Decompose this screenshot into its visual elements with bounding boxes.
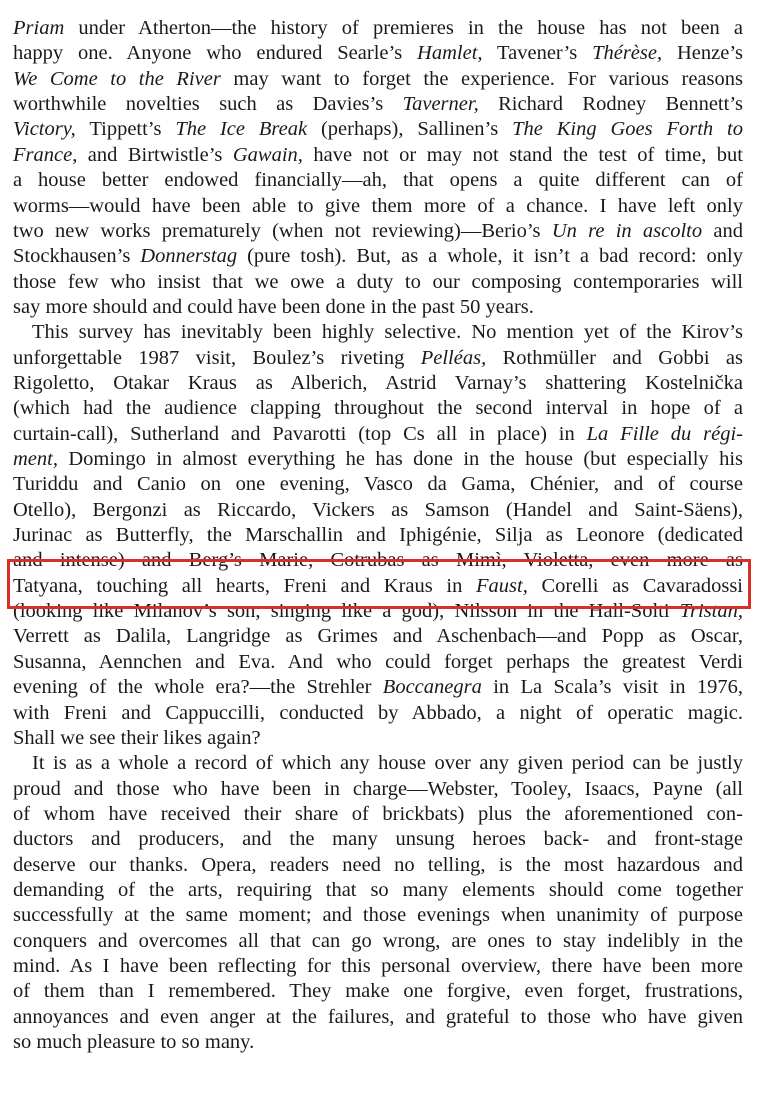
text-line xyxy=(13,91,743,117)
italic-title: Un re in ascolto xyxy=(551,219,703,242)
text-line xyxy=(32,750,743,776)
text-line xyxy=(13,700,743,726)
text-run: (perhaps), Sallinen’s xyxy=(307,118,513,141)
text-run: Shall we see their likes again? xyxy=(13,726,261,749)
text-line xyxy=(13,1029,743,1055)
text-run: worms—would have been able to give them more of a chance. I have left only xyxy=(13,194,743,217)
text-line xyxy=(13,776,743,802)
italic-title: ment, xyxy=(13,448,58,470)
text-run: Tippett’s xyxy=(75,118,176,141)
text-line xyxy=(13,725,743,751)
text-run: evening of the whole era?—the Strehler xyxy=(13,676,383,699)
text-run: may want to forget the experience. For various reasons xyxy=(220,67,743,90)
text-line xyxy=(13,116,743,142)
text-run: conquers and overcomes all that can go wrong, are ones to stay indelibly in the xyxy=(13,929,743,952)
text-run: Corelli as Cavaradossi xyxy=(527,574,743,597)
highlight-box xyxy=(7,559,751,609)
italic-title: The Ice Break xyxy=(175,118,308,141)
italic-title: The King Goes Forth to xyxy=(512,118,743,141)
text-line xyxy=(13,801,743,827)
text-run: proud and those who have been in charge—Webster, Tooley, Isaacs, Payne (all xyxy=(13,777,743,800)
text-line xyxy=(13,649,743,675)
italic-title: France, xyxy=(13,143,78,166)
text-run: of whom have received their share of brickbats) plus the aforementioned con- xyxy=(13,802,743,825)
text-line xyxy=(13,446,743,472)
italic-title: La Fille du régi- xyxy=(586,422,743,445)
text-run: so much pleasure to so many. xyxy=(13,1031,255,1053)
text-run: Verrett as Dalila, Langridge as Grimes and Aschenbach—and Popp as Oscar, xyxy=(13,625,743,648)
text-run: worthwhile novelties such as Davies’s xyxy=(13,93,403,116)
text-line xyxy=(13,167,743,193)
text-line xyxy=(13,1004,743,1030)
text-run: demanding of the arts, requiring that so many elements should come together xyxy=(13,878,743,901)
text-run: Tavener’s xyxy=(482,42,593,65)
text-run: Stockhausen’s xyxy=(13,245,141,268)
italic-title: Hamlet, xyxy=(417,42,483,65)
text-run: Jurinac as Butterfly, the Marschallin and Iphigénie, Silja as Leonore (dedicated xyxy=(13,524,743,546)
text-run: Tatyana, touching all hearts, Freni and Kraus in xyxy=(13,574,476,597)
text-run: This survey has inevitably been highly selective. No mention yet of the Kirov’s xyxy=(32,321,743,344)
text-run: Rigoletto, Otakar Kraus as Alberich, Astrid Varnay’s shattering Kostelnička xyxy=(13,371,743,394)
text-line xyxy=(13,243,743,269)
text-run: mind. As I have been reflecting for this personal overview, there have been more xyxy=(13,955,743,977)
italic-title: Pelléas, xyxy=(420,346,487,369)
text-line xyxy=(13,978,743,1004)
italic-title: Faust, xyxy=(476,574,528,597)
italic-title: Tristan, xyxy=(679,600,743,623)
text-run: Otello), Bergonzi as Riccardo, Vickers as Samson (Handel and Saint-Säens), xyxy=(13,498,743,521)
text-run: and Birtwistle’s xyxy=(77,143,233,166)
text-run: annoyances and even anger at the failures, and grateful to those who have given xyxy=(13,1005,743,1028)
text-run: have not or may not stand the test of time, but xyxy=(302,143,744,166)
text-line xyxy=(13,345,743,371)
text-run: two new works prematurely (when not reviewing)—Berio’s xyxy=(13,219,552,242)
text-run: and xyxy=(702,219,743,242)
text-run: Susanna, Aennchen and Eva. And who could forget perhaps the greatest Verdi xyxy=(13,650,743,673)
text-run: Richard Rodney Bennett’s xyxy=(478,93,743,116)
text-line xyxy=(13,953,743,979)
text-line xyxy=(32,319,743,345)
italic-title: Priam xyxy=(13,17,65,39)
text-run: Henze’s xyxy=(662,42,743,65)
text-line xyxy=(13,218,743,244)
text-line xyxy=(13,395,743,421)
text-run: curtain-call), Sutherland and Pavarotti (top Cs all in place) in xyxy=(13,422,587,445)
text-run: It is as a whole a record of which any house over any given period can be justly xyxy=(32,752,743,775)
text-line xyxy=(13,826,743,852)
text-line xyxy=(13,40,743,66)
text-run: under Atherton—the history of premieres in the house has not been a xyxy=(64,17,743,39)
text-run: in La Scala’s visit in 1976, xyxy=(481,676,743,699)
text-line xyxy=(13,928,743,954)
italic-title: Donnerstag xyxy=(140,245,238,268)
text-run: (pure tosh). But, as a whole, it isn’t a bad record: only xyxy=(237,245,743,268)
italic-title: Thérèse, xyxy=(592,42,663,65)
text-line xyxy=(13,877,743,903)
text-line xyxy=(13,15,743,41)
text-run: successfully at the same moment; and those evenings when unanimity of purpose xyxy=(13,904,743,927)
text-run: (looking like Milanov’s son, singing like a god), Nilsson in the Hall-Solti xyxy=(13,600,680,623)
text-run: Domingo in almost everything he has done in the house (but especially his xyxy=(57,448,743,470)
text-line xyxy=(13,294,743,320)
text-line xyxy=(13,852,743,878)
italic-title: Victory, xyxy=(13,118,76,141)
text-line xyxy=(13,421,743,447)
text-run: (which had the audience clapping throughout the second interval in hope of a xyxy=(13,397,743,420)
text-line xyxy=(13,522,743,548)
text-run: say more should and could have been done in the past 50 years. xyxy=(13,295,534,318)
text-line xyxy=(13,66,743,92)
italic-title: Taverner, xyxy=(402,93,479,116)
text-run: those few who insist that we owe a duty to our composing contemporaries will xyxy=(13,270,743,293)
text-run: Rothmüller and Gobbi as xyxy=(486,346,744,369)
text-run: a house better endowed financially—ah, that opens a quite different can of xyxy=(13,169,743,192)
italic-title: Gawain, xyxy=(232,143,303,166)
text-line xyxy=(13,497,743,523)
text-run: unforgettable 1987 visit, Boulez’s riveting xyxy=(13,346,421,369)
text-run: Turiddu and Canio on one evening, Vasco da Gama, Chénier, and of course xyxy=(13,473,743,496)
text-run: ductors and producers, and the many unsung heroes back- and front-stage xyxy=(13,828,743,851)
text-run: and intense) and Berg’s Marie, Cotrubas as Mimì, Violetta, even more as xyxy=(13,549,743,572)
text-line xyxy=(13,471,743,497)
text-line xyxy=(13,142,743,168)
text-line xyxy=(13,902,743,928)
italic-title: We Come to the River xyxy=(13,67,221,90)
text-line xyxy=(13,193,743,219)
text-run: deserve our thanks. Opera, readers need no telling, is the most hazardous and xyxy=(13,853,743,876)
text-line xyxy=(13,269,743,295)
text-run: happy one. Anyone who endured Searle’s xyxy=(13,42,418,65)
italic-title: Boccanegra xyxy=(382,676,482,699)
text-line xyxy=(13,623,743,649)
text-run: with Freni and Cappuccilli, conducted by Abbado, a night of operatic magic. xyxy=(13,701,743,724)
text-line xyxy=(13,370,743,396)
text-line xyxy=(13,674,743,700)
text-run: of them than I remembered. They make one forgive, even forget, frustrations, xyxy=(13,980,743,1003)
